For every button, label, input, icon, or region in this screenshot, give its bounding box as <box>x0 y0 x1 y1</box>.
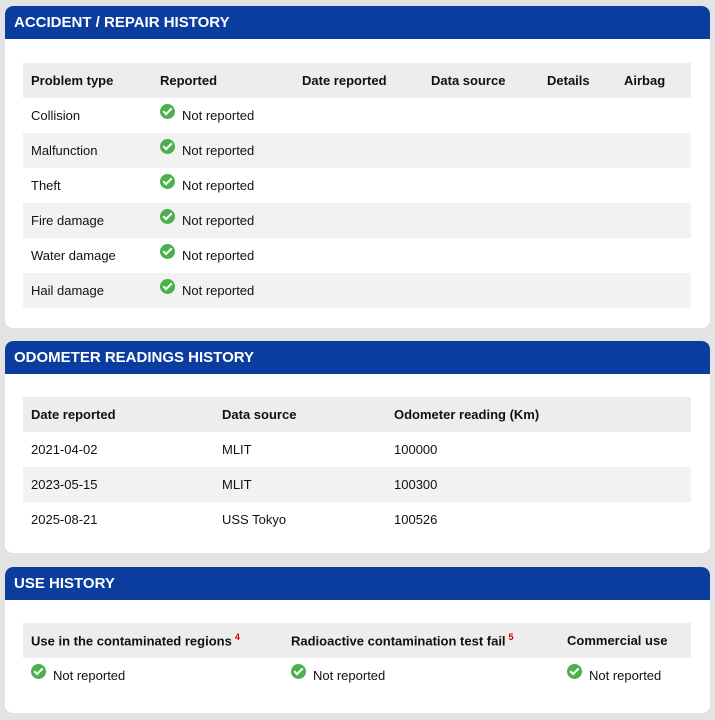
check-circle-icon <box>160 104 175 119</box>
table-row <box>23 658 691 693</box>
commercial-use-cell <box>559 658 691 693</box>
table-row <box>23 467 691 502</box>
use-history-card <box>5 567 710 713</box>
col-commercial-use: Commercial use <box>559 623 691 658</box>
contaminated-regions-cell <box>23 658 283 693</box>
use-status: Not reported <box>53 667 126 683</box>
problem-type: Fire damage <box>23 203 152 238</box>
table-row <box>23 168 691 203</box>
date-reported: 2023-05-15 <box>23 467 214 502</box>
check-circle-icon <box>160 244 175 259</box>
accident-repair-table <box>23 63 691 308</box>
odometer-reading: 100526 <box>394 512 438 527</box>
odometer-history-title: ODOMETER READINGS HISTORY <box>5 341 710 374</box>
footnote-ref[interactable]: 5 <box>508 632 514 643</box>
problem-type: Water damage <box>31 248 116 263</box>
reported-status: Not reported <box>182 142 255 158</box>
reported-cell <box>152 238 294 273</box>
col-data-source: Data source <box>214 397 386 432</box>
table-row <box>23 98 691 133</box>
table-row <box>23 502 691 537</box>
odometer-reading: 100000 <box>394 442 438 457</box>
problem-type: Theft <box>31 178 61 193</box>
col-contaminated-regions: Use in the contaminated regions $^4$ <box>23 623 283 658</box>
check-circle-icon <box>160 174 175 189</box>
col-data-source: Data source <box>423 63 539 98</box>
reported-cell <box>152 203 294 238</box>
table-header-row <box>23 397 691 432</box>
data-source: MLIT <box>222 442 252 457</box>
reported-status: Not reported <box>182 212 255 228</box>
reported-cell <box>152 168 294 203</box>
col-date-reported: Date reported <box>294 63 423 98</box>
reported-cell <box>152 98 294 133</box>
use-history-title: USE HISTORY <box>5 567 710 600</box>
problem-type: Hail damage <box>23 273 152 308</box>
check-circle-icon <box>291 664 306 679</box>
check-circle-icon <box>160 139 175 154</box>
odometer-table <box>23 397 691 537</box>
accident-repair-title: ACCIDENT / REPAIR HISTORY <box>5 6 710 39</box>
use-status: Not reported <box>589 667 662 683</box>
problem-type: Collision <box>31 108 81 123</box>
col-reported: Reported <box>152 63 294 98</box>
check-circle-icon <box>31 664 46 679</box>
col-details: Details <box>539 63 616 98</box>
col-date-reported: Date reported <box>23 397 214 432</box>
footnote-ref[interactable]: 4 <box>234 632 240 643</box>
col-radioactive-test: Radioactive contamination test fail $^5$ <box>283 623 559 658</box>
date-reported: 2025-08-21 <box>31 512 98 527</box>
data-source: USS Tokyo <box>222 512 287 527</box>
check-circle-icon <box>567 664 582 679</box>
use-history-table <box>23 623 691 693</box>
problem-type: Malfunction <box>23 133 152 168</box>
reported-status: Not reported <box>182 282 255 298</box>
data-source: MLIT <box>214 467 386 502</box>
radioactive-test-cell <box>283 658 559 693</box>
col-problem-type: Problem type <box>23 63 152 98</box>
reported-status: Not reported <box>182 247 255 263</box>
table-row <box>23 133 691 168</box>
table-header-row <box>23 623 691 658</box>
table-row <box>23 273 691 308</box>
table-row <box>23 432 691 467</box>
accident-repair-card <box>5 6 710 328</box>
date-reported: 2021-04-02 <box>31 442 98 457</box>
table-row <box>23 238 691 273</box>
col-odometer-reading: Odometer reading (Km) <box>386 397 691 432</box>
odometer-history-card <box>5 341 710 553</box>
table-header-row <box>23 63 691 98</box>
table-row <box>23 203 691 238</box>
check-circle-icon <box>160 279 175 294</box>
use-status: Not reported <box>313 667 386 683</box>
reported-status: Not reported <box>182 107 255 123</box>
col-airbag: Airbag <box>616 63 691 98</box>
check-circle-icon <box>160 209 175 224</box>
reported-cell <box>152 273 294 308</box>
reported-status: Not reported <box>182 177 255 193</box>
odometer-reading: 100300 <box>386 467 691 502</box>
reported-cell <box>152 133 294 168</box>
